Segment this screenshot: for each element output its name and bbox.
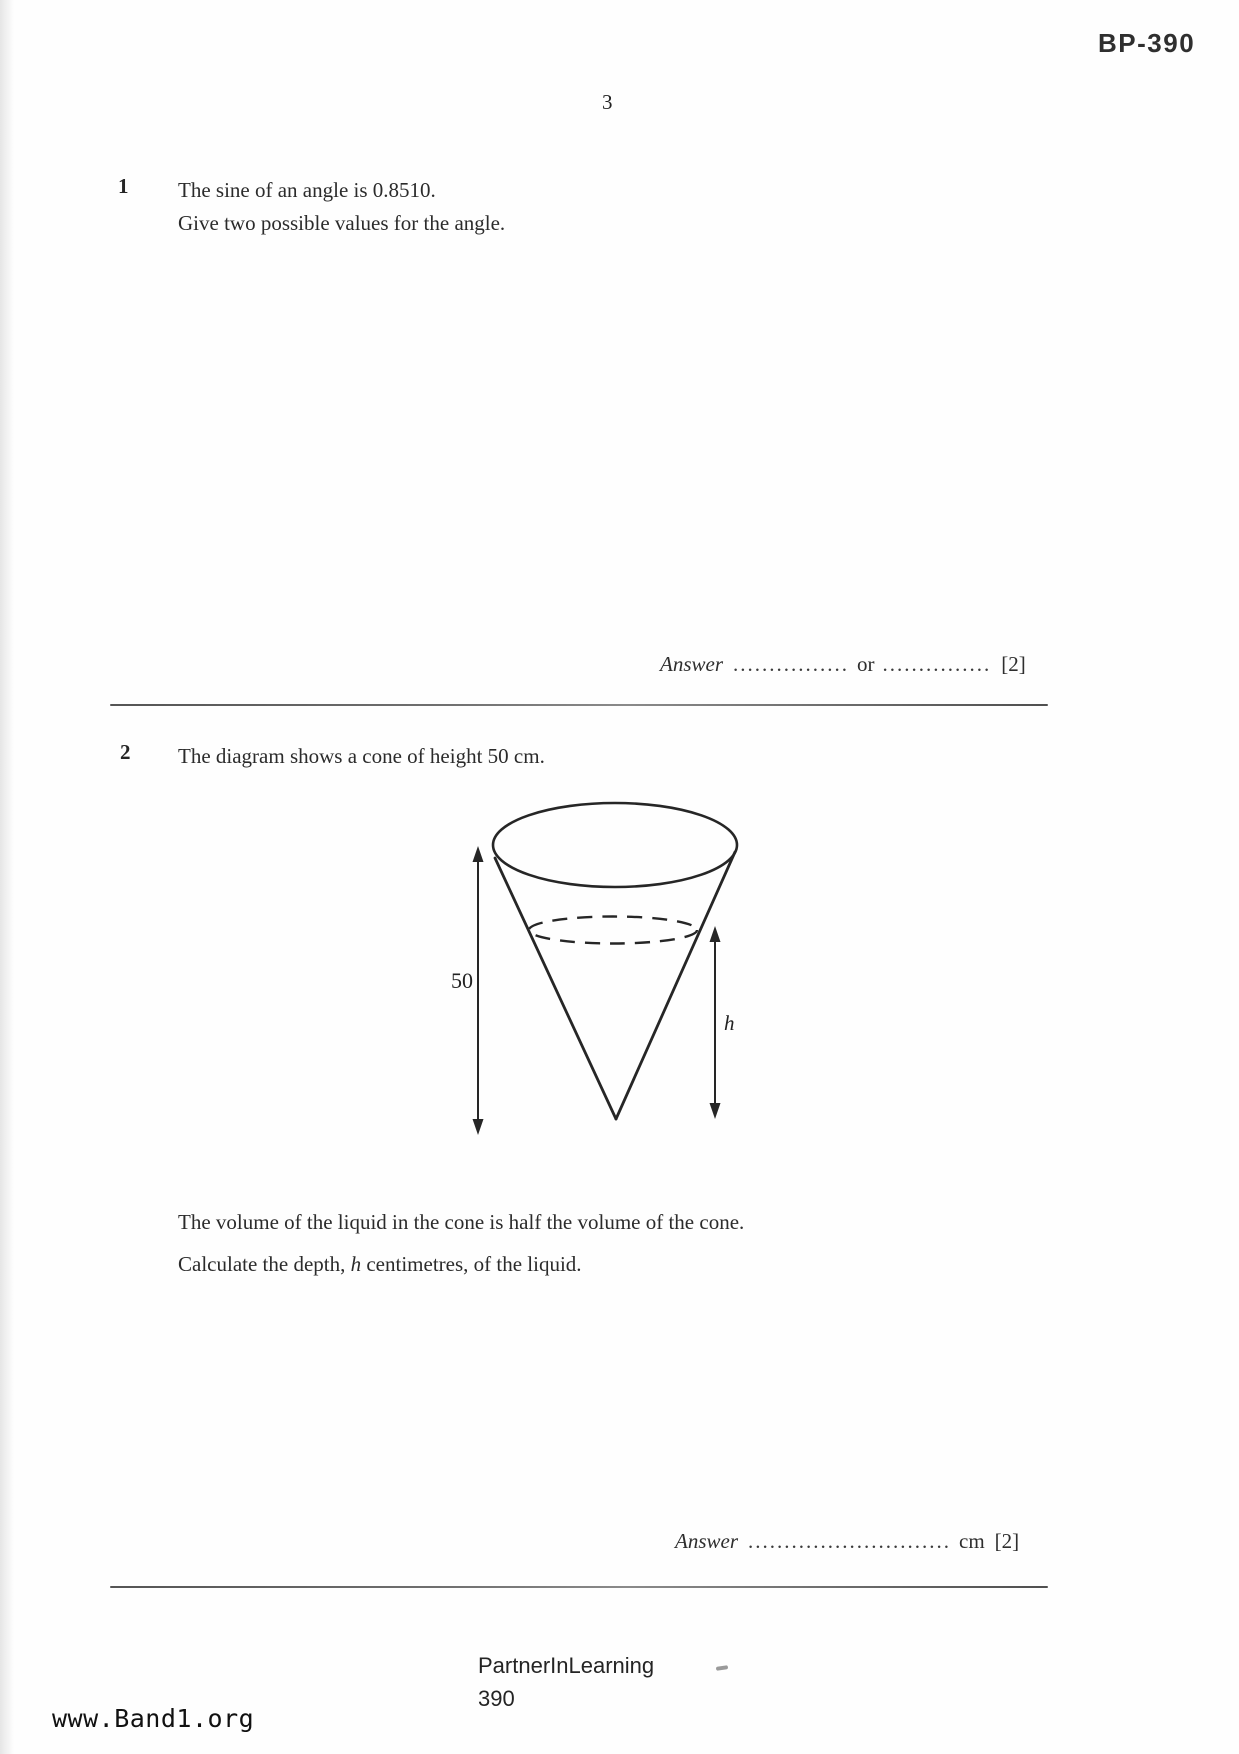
q1-answer-label: Answer [660,652,723,676]
footer-website-text: www.Band1.org [52,1704,255,1733]
q1-line-1: The sine of an angle is 0.8510. [178,178,436,202]
q2-body-line-2-post: centimetres, of the liquid. [361,1252,582,1276]
q1-answer-line [660,652,1026,677]
scan-artifact-mark [716,1665,728,1671]
q2-answer-blank: ............................ [748,1529,951,1553]
liquid-depth-label: h [724,1011,735,1035]
q2-unit-label: cm [959,1529,985,1553]
question-divider-rule-2 [110,1586,1048,1588]
q2-intro: The diagram shows a cone of height 50 cm. [178,744,545,768]
q2-answer-line [675,1529,1019,1554]
liquid-depth-arrow [710,926,721,1119]
cone-side-left [495,858,616,1119]
doc-reference: BP-390 [1098,28,1196,58]
cone-height-arrow [473,846,484,1135]
cone-diagram [395,778,775,1150]
q1-text [178,174,505,240]
q1-line-2: Give two possible values for the angle. [178,211,506,235]
q1-or-label: or [857,652,875,676]
q2-number: 2 [120,740,131,764]
q2-answer-label: Answer [675,1529,738,1553]
q1-number: 1 [118,174,129,198]
cone-height-label: 50 [451,968,473,993]
q1-marks: [2] [1001,652,1026,676]
q1-answer-blank-1: ................ [733,652,849,676]
liquid-surface-ellipse [529,917,697,944]
q2-body-line-2 [178,1252,582,1277]
footer-partner-text: PartnerInLearning [478,1653,655,1678]
q2-marks: [2] [994,1529,1020,1553]
question-divider-rule-1 [110,704,1048,706]
q2-body-line-2-pre: Calculate the depth, [178,1252,351,1276]
page-number: 3 [602,90,613,114]
q2-body-line-1: The volume of the liquid in the cone is half the volume of the cone. [178,1210,745,1234]
cone-side-right [616,852,735,1119]
q1-answer-blank-2: ............... [882,652,992,676]
q2-depth-variable: h [350,1252,362,1276]
cone-top-ellipse [493,803,737,887]
footer-page-code: 390 [478,1686,515,1711]
